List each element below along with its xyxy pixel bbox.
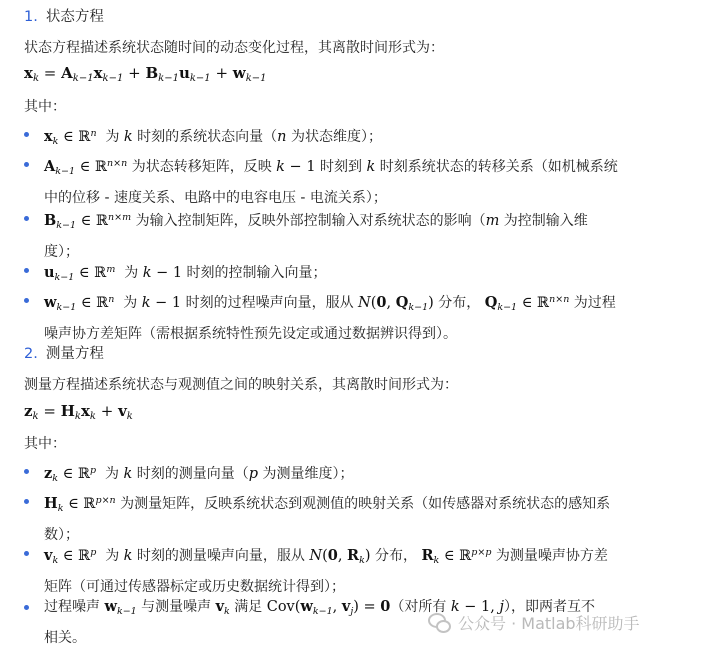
section-1-number: 1. <box>24 9 38 25</box>
list-item: $B_{k-1}$ ∈ ℝ$^{n\times m}$ 为输入控制矩阵，反映外部控制输入对系统状态的影响（m 为控制输入维 度）； <box>24 205 684 265</box>
list-item: $u_{k-1}$ ∈ ℝ$^m$ 为 k − 1 时刻的控制输入向量； <box>24 257 684 291</box>
section-1-title: 状态方程 <box>45 9 104 25</box>
list-item: $w_{k-1}$ ∈ ℝ$^n$ 为 k − 1 时刻的过程噪声向量，服从 N(0, $Q_{k-1}$) 分布， $Q_{k-1}$ ∈ ℝ$^{n\times n}$ 为过程 噪声协方差矩阵（需根据系统特性预先设定或通过数据辨识得到）。 <box>24 287 684 347</box>
list-item: $x_k$ ∈ ℝ$^n$ 为 k 时刻的系统状态向量（n 为状态维度）； <box>24 121 684 155</box>
bullet-icon <box>24 298 29 303</box>
section-2-number: 2. <box>24 346 38 362</box>
bullet-icon <box>24 216 29 221</box>
bullet-icon <box>24 551 29 556</box>
list-item: 过程噪声 $w_{k-1}$ 与测量噪声 $v_k$ 满足 $Cov(w_{k-1}$, $v_j) = 0$（对所有 k − 1, j），即两者互不 相关。 <box>24 594 684 651</box>
state-equation: $x_k = A_{k-1}x_{k-1} + B_{k-1}u_{k-1} + w_{k-1}$ <box>24 64 267 84</box>
watermark-text: 公众号 · Matlab科研助手 <box>458 613 640 633</box>
section-1-where: 其中： <box>24 99 66 115</box>
list-item: $H_k$ ∈ ℝ$^{p\times n}$ 为测量矩阵，反映系统状态到观测值的映射关系（如传感器对系统状态的感知系 数）； <box>24 488 684 548</box>
wechat-logo-icon <box>428 611 450 633</box>
bullet-icon <box>24 268 29 273</box>
bullet-icon <box>24 162 29 167</box>
section-2-intro: 测量方程描述系统状态与观测值之间的映射关系，其离散时间形式为： <box>24 377 458 393</box>
section-2-heading <box>24 342 104 363</box>
list-item: $z_k$ ∈ ℝ$^p$ 为 k 时刻的测量向量（p 为测量维度）； <box>24 458 684 492</box>
bullet-icon <box>24 469 29 474</box>
section-1-intro: 状态方程描述系统状态随时间的动态变化过程，其离散时间形式为： <box>24 40 444 56</box>
list-item: $v_k$ ∈ ℝ$^p$ 为 k 时刻的测量噪声向量，服从 N(0, $R_k$) 分布， $R_k$ ∈ ℝ$^{p\times p}$ 为测量噪声协方差 矩阵（可通过传感器标定或历史数据统计得到）； <box>24 540 684 600</box>
measurement-equation: $z_k = H_kx_k + v_k$ <box>24 402 133 422</box>
section-2-title: 测量方程 <box>45 346 104 362</box>
bullet-icon <box>24 605 29 610</box>
section-2-where: 其中： <box>24 436 66 452</box>
watermark <box>428 607 698 637</box>
list-item: $A_{k-1}$ ∈ ℝ$^{n\times n}$ 为状态转移矩阵，反映 k − 1 时刻到 k 时刻系统状态的转移关系（如机械系统 中的位移 - 速度关系、电路中的电容电压 - 电流关系）； <box>24 151 684 211</box>
bullet-icon <box>24 132 29 137</box>
section-1-heading <box>24 5 104 26</box>
bullet-icon <box>24 499 29 504</box>
